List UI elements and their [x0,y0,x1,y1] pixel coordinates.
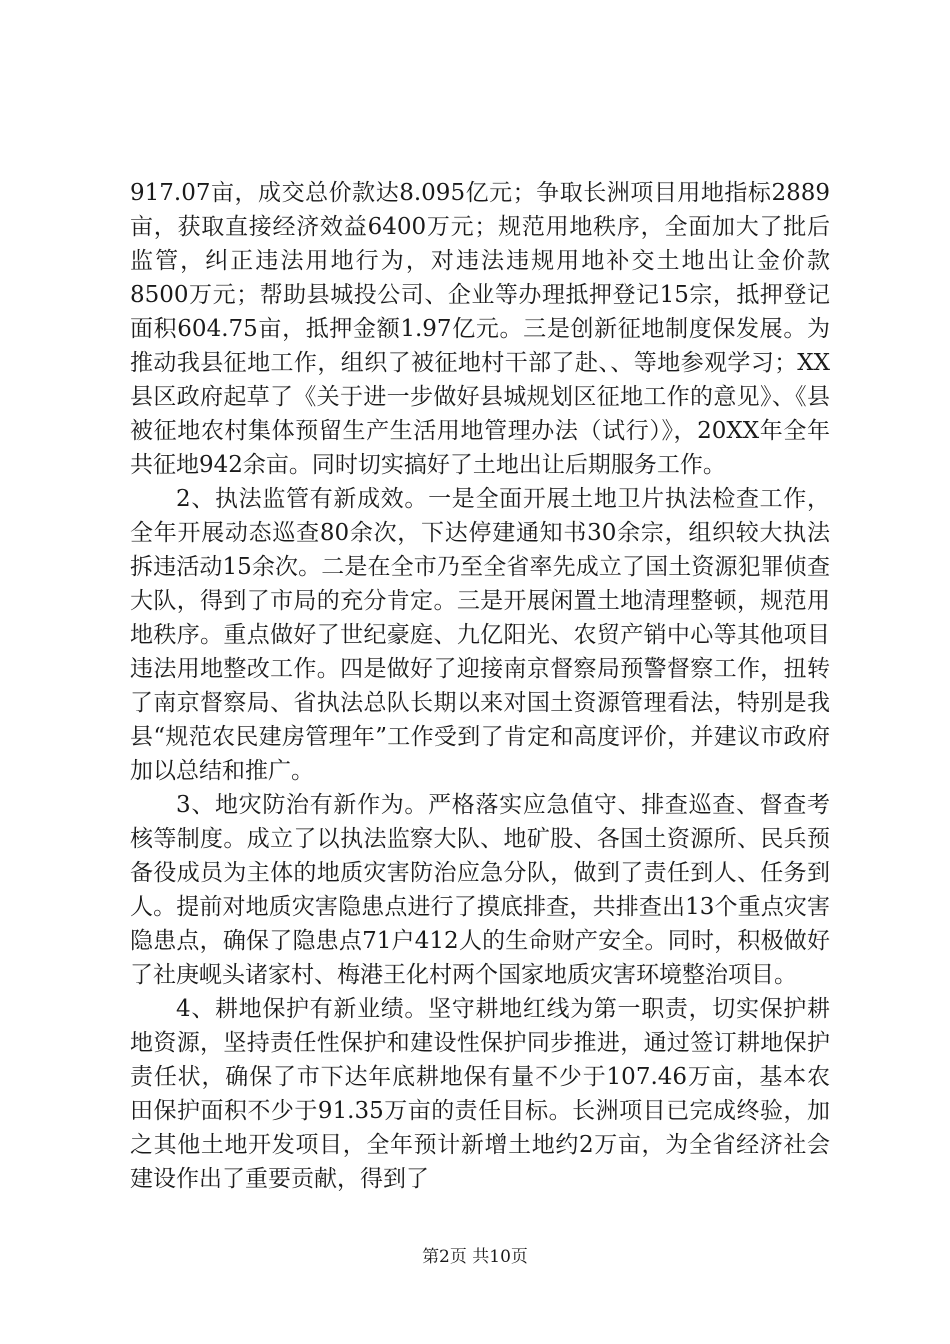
paragraph-continuation: 917.07亩，成交总价款达8.095亿元；争取长洲项目用地指标2889亩，获取直接经济效益6400万元；规范用地秩序，全面加大了批后监管，纠正违法用地行为，对违法违规用地补交土地出让金价款8500万元；帮助县城投公司、企业等办理抵押登记15宗，抵押登记面积604.75亩，抵押金额1.97亿元。三是创新征地制度保发展。为推动我县征地工作，组织了被征地村干部了赴、、等地参观学习；XX县区政府起草了《关于进一步做好县城规划区征地工作的意见》、《县被征地农村集体预留生产生活用地管理办法（试行）》，20XX年全年共征地942余亩。同时切实搞好了土地出让后期服务工作。 [130,180,830,478]
paragraph-law-enforcement: 2、执法监管有新成效。一是全面开展土地卫片执法检查工作，全年开展动态巡查80余次，下达停建通知书30余宗，组织较大执法拆违活动15余次。二是在全市乃至全省率先成立了国土资源犯罪侦查大队，得到了市局的充分肯定。三是开展闲置土地清理整顿，规范用地秩序。重点做好了世纪豪庭、九亿阳光、农贸产销中心等其他项目违法用地整改工作。四是做好了迎接南京督察局预警督察工作，扭转了南京督察局、省执法总队长期以来对国土资源管理看法，特别是我县“规范农民建房管理年”工作受到了肯定和高度评价，并建议市政府加以总结和推广。 [130,486,830,784]
paragraph-disaster-prevention: 3、地灾防治有新作为。严格落实应急值守、排查巡查、督查考核等制度。成立了以执法监察大队、地矿股、各国土资源所、民兵预备役成员为主体的地质灾害防治应急分队，做到了责任到人、任务到人。提前对地质灾害隐患点进行了摸底排查，共排查出13个重点灾害隐患点，确保了隐患点71户412人的生命财产安全。同时，积极做好了社庚岘头诸家村、梅港王化村两个国家地质灾害环境整治项目。 [130,792,830,988]
paragraph-farmland-protection: 4、耕地保护有新业绩。坚守耕地红线为第一职责，切实保护耕地资源，坚持责任性保护和建设性保护同步推进，通过签订耕地保护责任状，确保了市下达年底耕地保有量不少于107.46万亩，基本农田保护面积不少于91.35万亩的责任目标。长洲项目已完成终验，加之其他土地开发项目，全年预计新增土地约2万亩，为全省经济社会建设作出了重要贡献，得到了 [130,996,830,1192]
document-body [130,176,830,1196]
page-number-footer: 第2页 共10页 [422,1247,528,1267]
